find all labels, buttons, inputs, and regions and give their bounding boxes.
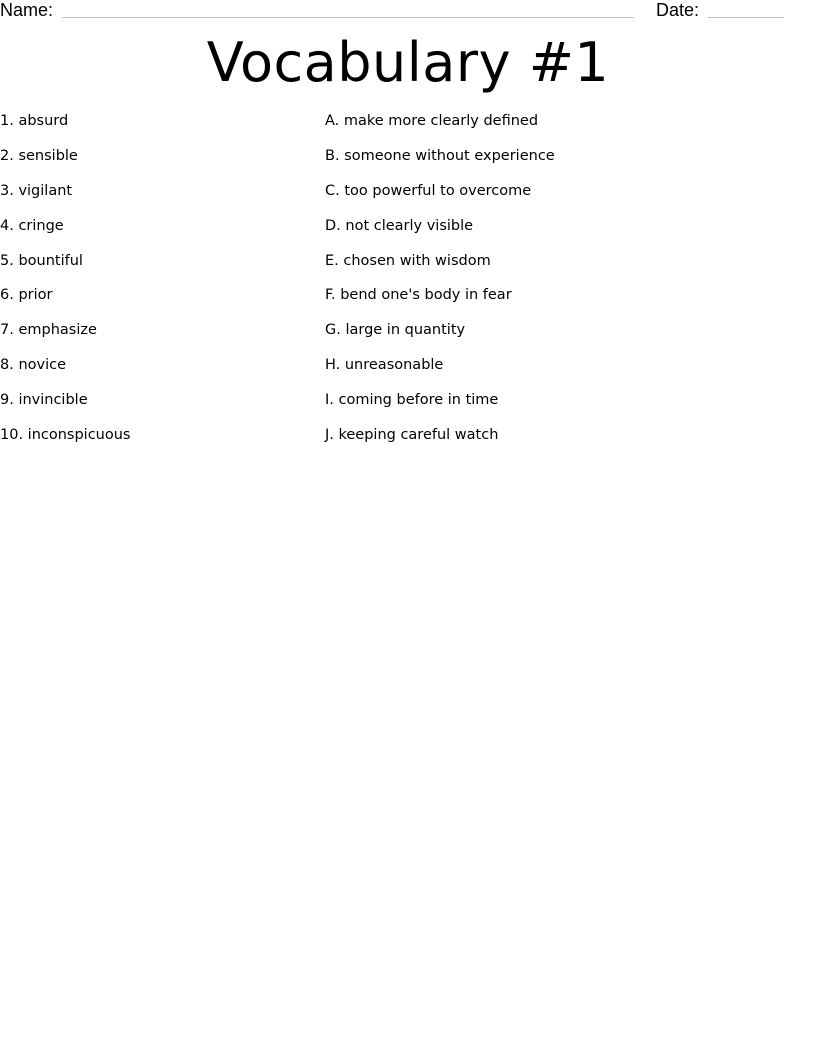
word-item: 3. vigilant: [0, 182, 73, 199]
definition-item: A. make more clearly defined: [325, 113, 539, 129]
definition-item: I. coming before in time: [325, 392, 499, 409]
date-label: Date:: [656, 0, 700, 20]
word-item: 4. cringe: [0, 217, 64, 234]
definition-item: B. someone without experience: [325, 147, 555, 164]
definition-item: E. chosen with wisdom: [325, 252, 491, 269]
definition-list: [325, 110, 785, 459]
word-item: 5. bountiful: [0, 252, 83, 269]
definition-item: F. bend one's body in fear: [325, 287, 512, 304]
definition-item: D. not clearly visible: [325, 217, 474, 234]
name-blank-line[interactable]: [62, 17, 634, 18]
word-item: 6. prior: [0, 287, 53, 304]
word-item: 8. novice: [0, 357, 67, 374]
word-item: 7. emphasize: [0, 322, 97, 339]
date-blank-line[interactable]: [708, 17, 784, 18]
definition-item: C. too powerful to overcome: [325, 182, 532, 199]
definition-item: J. keeping careful watch: [325, 427, 499, 444]
word-item: 2. sensible: [0, 147, 78, 164]
page-title: Vocabulary #1: [206, 31, 610, 94]
definition-item: H. unreasonable: [325, 357, 444, 374]
worksheet-header: [0, 0, 816, 24]
definition-item: G. large in quantity: [325, 322, 466, 339]
word-item: 1. absurd: [0, 113, 69, 129]
word-item: 10. inconspicuous: [0, 427, 131, 444]
word-item: 9. invincible: [0, 392, 88, 409]
word-list: [0, 110, 300, 459]
name-label: Name:: [0, 0, 54, 20]
